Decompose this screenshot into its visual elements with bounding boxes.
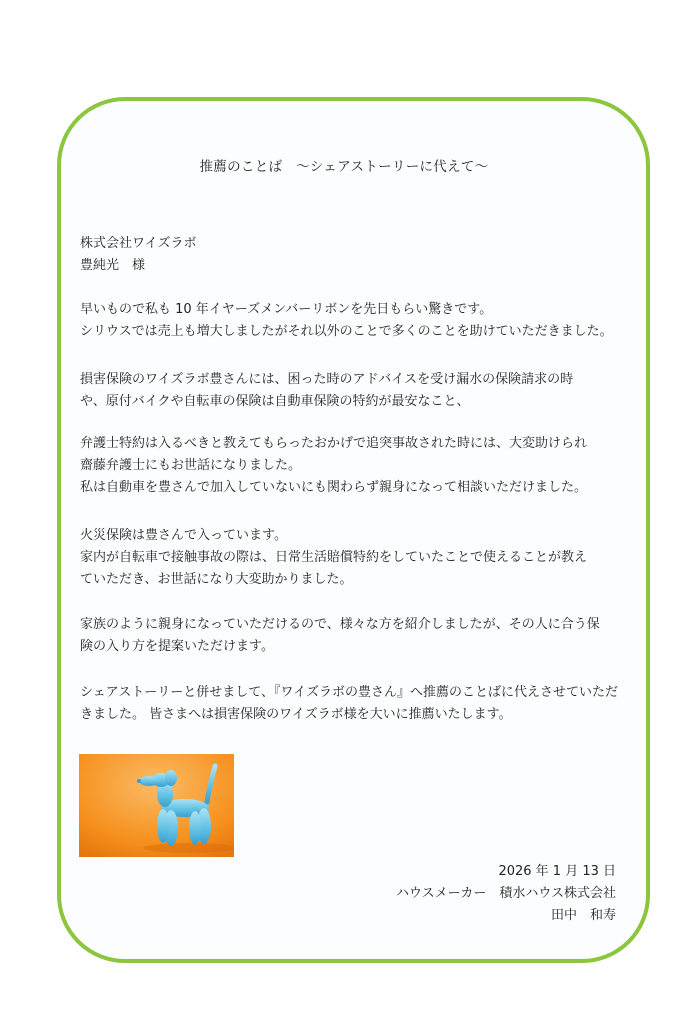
recipient-name: 豊純光 様	[80, 258, 146, 273]
paragraph-line: シェアストーリーと併せまして、『ワイズラボの豊さん』へ推薦のことばに代えさせていただ	[80, 685, 618, 700]
paragraph-line: 損害保険のワイズラボ豊さんには、困った時のアドバイスを受け漏水の保険請求の時	[80, 372, 574, 387]
paragraph-line: 齋藤弁護士にもお世話になりました。	[80, 458, 302, 473]
signature-name: 田中 和寿	[550, 908, 616, 923]
paragraph-line: 険の入り方を提案いただけます。	[80, 639, 274, 654]
paragraph-line: 弁護士特約は入るべきと教えてもらったおかげで追突事故された時には、大変助けられ	[80, 436, 588, 451]
signature-block	[396, 861, 616, 927]
paragraph-4	[80, 525, 640, 591]
paragraph-line: きました。 皆さまへは損害保険のワイズラボ様を大いに推薦いたします。	[80, 707, 512, 722]
paragraph-line: 私は自動車を豊さんで加入していないにも関わらず親身になって相談いただけました。	[80, 480, 588, 495]
balloon-dog-photo	[79, 754, 234, 857]
paragraph-5	[80, 614, 640, 658]
paragraph-line: 早いもので私も 10 年イヤーズメンバーリボンを先日もらい驚きです。	[80, 302, 493, 317]
page-title: 推薦のことば ～シェアストーリーに代えて～	[199, 159, 489, 175]
recipient-company: 株式会社ワイズラボ	[80, 236, 197, 251]
paragraph-line: ていただき、お世話になり大変助かりました。	[80, 572, 353, 587]
paragraph-1	[80, 299, 640, 343]
signature-date: 2026 年 1 月 13 日	[498, 864, 616, 879]
balloon-dog-icon	[79, 754, 234, 857]
paragraph-line: 家族のように親身になっていただけるので、様々な方を紹介しましたが、その人に合う保	[80, 617, 600, 632]
signature-company: ハウスメーカー 積水ハウス株式会社	[396, 886, 616, 901]
paragraph-3	[80, 433, 640, 499]
recipient-block	[80, 233, 640, 277]
paragraph-2	[80, 369, 640, 413]
paragraph-line: 家内が自転車で接触事故の際は、日常生活賠償特約をしていたことで使えることが教え	[80, 550, 588, 565]
paragraph-6	[80, 682, 640, 726]
paragraph-line: や、原付バイクや自転車の保険は自動車保険の特約が最安なこと、	[80, 394, 470, 409]
paragraph-line: 火災保険は豊さんで入っています。	[80, 528, 287, 543]
paragraph-line: シリウスでは売上も増大しましたがそれ以外のことで多くのことを助けていただきました。	[80, 324, 613, 339]
